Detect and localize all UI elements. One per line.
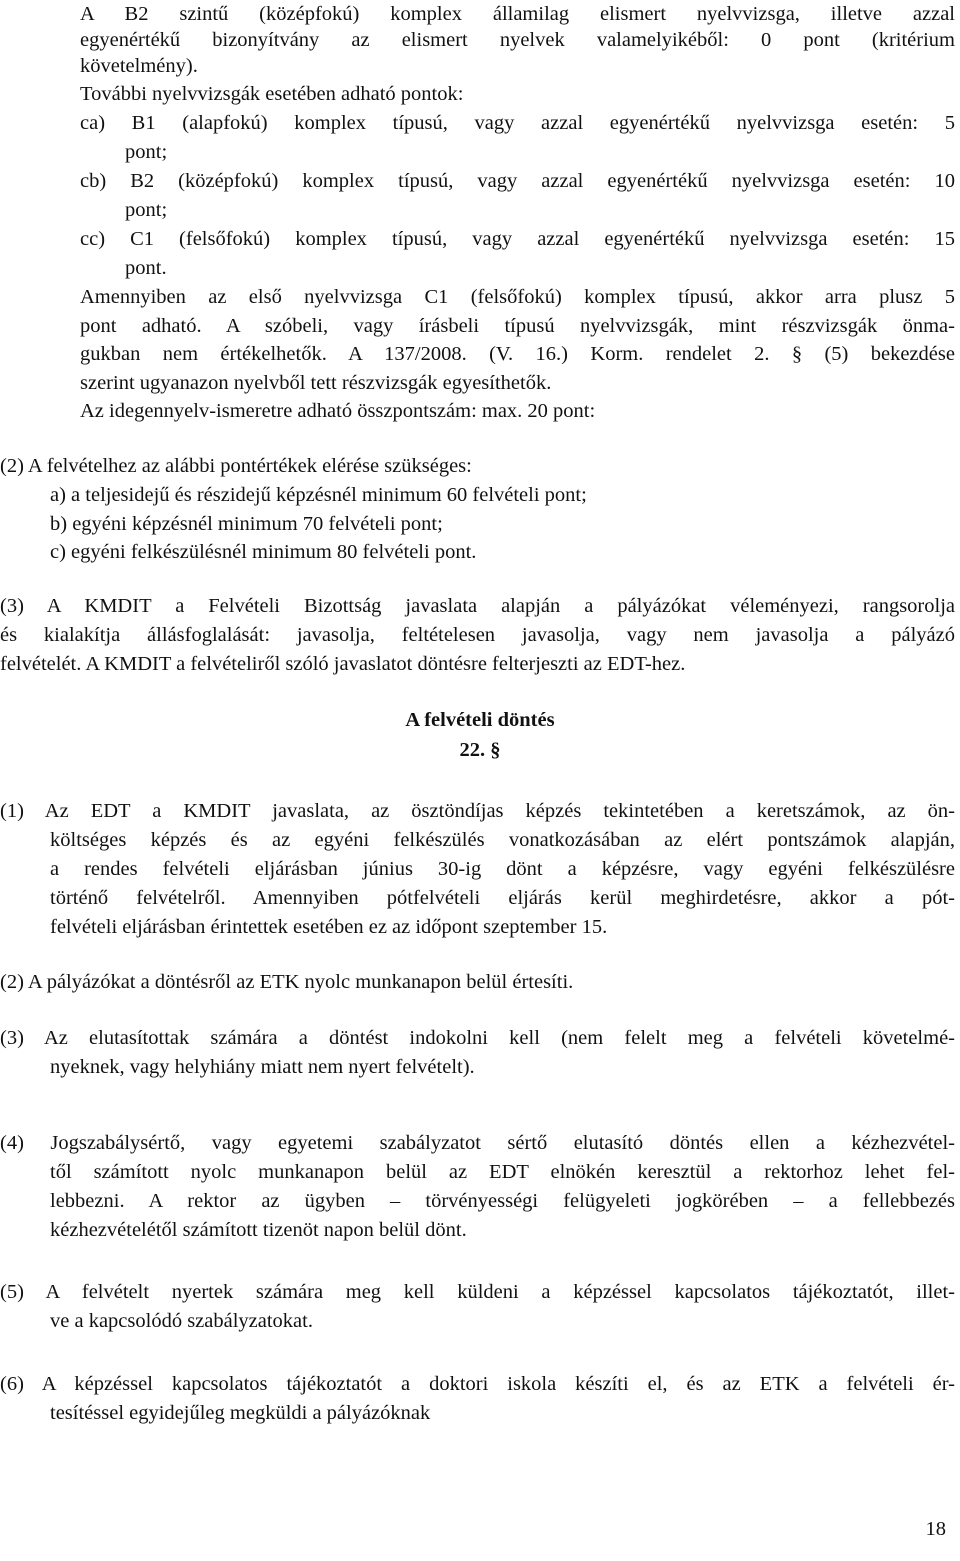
list-item: b) egyéni képzésnél minimum 70 felvételi pont; [50,513,443,535]
text-line: lebbezni. A rektor az ügyben – törvényességi felügyeleti jogkörében – a fellebbezés [50,1190,955,1212]
text-line: gukban nem értékelhetők. A 137/2008. (V. 16.) Korm. rendelet 2. § (5) bekezdése [80,343,955,365]
text-line: történő felvételről. Amennyiben pótfelvételi eljárás kerül meghirdetésre, akkor a pót- [50,887,955,909]
section-number: 22. § [459,739,501,761]
list-item-ca: ca) B1 (alapfokú) komplex típusú, vagy azzal egyenértékű nyelvvizsga esetén: 5 [80,112,955,134]
text-line: felvételi eljárásban érintettek esetében ez az időpont szeptember 15. [50,916,608,938]
text-line: (5) A felvételt nyertek számára meg kell küldeni a képzéssel kapcsolatos tájékoztatót, illet- [0,1281,955,1303]
list-item: c) egyéni felkészülésnél minimum 80 felvételi pont. [50,541,477,563]
text-line: (2) A pályázókat a döntésről az ETK nyolc munkanapon belül értesíti. [0,971,574,993]
section-title: A felvételi döntés [405,709,555,731]
text-line: További nyelvvizsgák esetében adható pontok: [80,83,464,105]
text-line: a rendes felvételi eljárásban június 30-ig dönt a képzésre, vagy egyéni felkészülésre [50,858,955,880]
text-line: ve a kapcsolódó szabályzatokat. [50,1310,313,1332]
text-line: (4) Jogszabálysértő, vagy egyetemi szabályzatot sértő elutasító döntés ellen a kézhezvétel- [0,1132,955,1154]
list-item-cc: cc) C1 (felsőfokú) komplex típusú, vagy azzal egyenértékű nyelvvizsga esetén: 15 [80,228,955,250]
text-line: pont; [125,141,168,163]
text-line: felvételét. A KMDIT a felvételiről szóló javaslatot döntésre felterjeszti az EDT-hez. [0,653,686,675]
text-line: egyenértékű bizonyítvány az elismert nyelvek valamelyikéből: 0 pont (kritérium [80,29,955,51]
text-line: pont adható. A szóbeli, vagy írásbeli típusú nyelvvizsgák, mint részvizsgák önma- [80,315,955,337]
text-line: (3) Az elutasítottak számára a döntést indokolni kell (nem felelt meg a felvételi követelmé- [0,1027,955,1049]
text-line: követelmény). [80,55,198,77]
text-line: (6) A képzéssel kapcsolatos tájékoztatót a doktori iskola készíti el, és az ETK a felvételi ér- [0,1373,955,1395]
list-item: a) a teljesidejű és részidejű képzésnél minimum 60 felvételi pont; [50,484,587,506]
text-line: (3) A KMDIT a Felvételi Bizottság javaslata alapján a pályázókat véleményezi, rangsorolja [0,595,955,617]
text-line: Az idegennyelv-ismeretre adható összpontszám: max. 20 pont: [80,400,596,422]
text-line: (2) A felvételhez az alábbi pontértékek elérése szükséges: [0,455,472,477]
page-number: 18 [925,1518,946,1540]
text-line: pont. [125,257,167,279]
text-line: és kialakítja állásfoglalását: javasolja, feltételesen javasolja, vagy nem javasolja a pályázó [0,624,955,646]
text-line: szerint ugyanazon nyelvből tett részvizsgák egyesíthetők. [80,372,552,394]
text-line: tesítéssel egyidejűleg megküldi a pályázóknak [50,1402,431,1424]
text-line: nyeknek, vagy helyhiány miatt nem nyert felvételt). [50,1056,475,1078]
list-item-cb: cb) B2 (középfokú) komplex típusú, vagy azzal egyenértékű nyelvvizsga esetén: 10 [80,170,955,192]
text-line: től számított nyolc munkanapon belül az EDT elnökén keresztül a rektorhoz lehet fel- [50,1161,955,1183]
text-line: kézhezvételétől számított tizenöt napon belül dönt. [50,1219,467,1241]
text-line: (1) Az EDT a KMDIT javaslata, az ösztöndíjas képzés tekintetében a keretszámok, az ön- [0,800,955,822]
text-line: A B2 szintű (középfokú) komplex államilag elismert nyelvvizsga, illetve azzal [80,3,955,25]
text-line: költséges képzés és az egyéni felkészülés vonatkozásában az elért pontszámok alapján, [50,829,955,851]
text-line: pont; [125,199,168,221]
text-line: Amennyiben az első nyelvvizsga C1 (felsőfokú) komplex típusú, akkor arra plusz 5 [80,286,955,308]
